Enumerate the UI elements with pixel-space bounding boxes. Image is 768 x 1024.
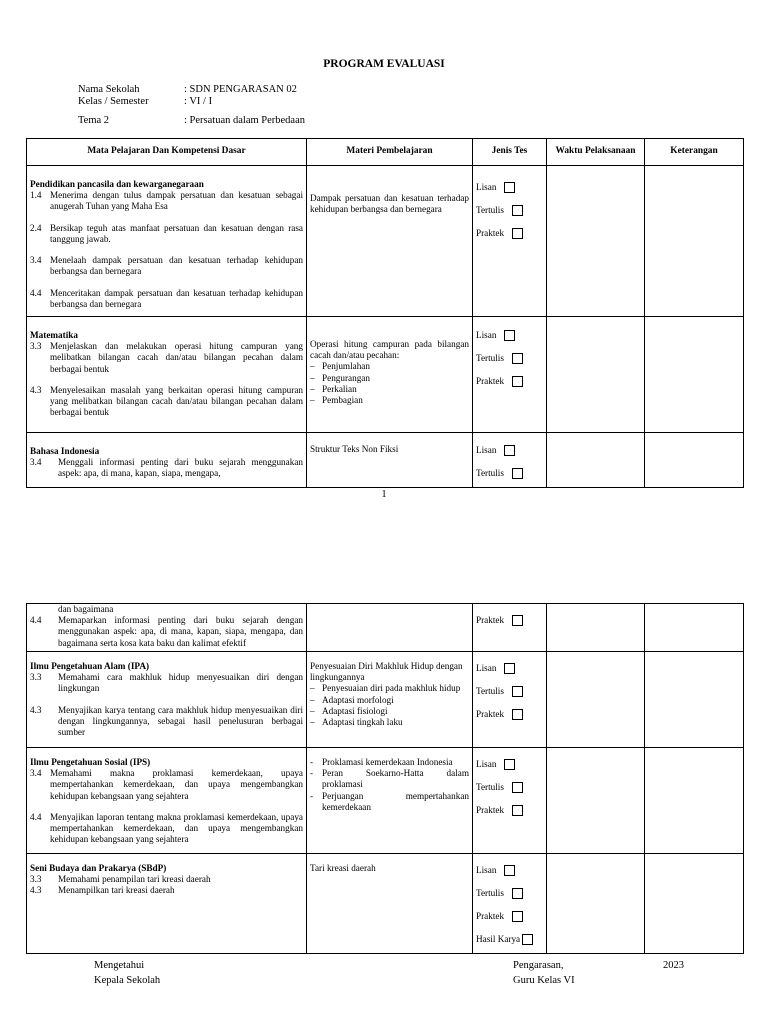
materi-cell — [307, 604, 473, 652]
materi-list-item: - Proklamasi kemerdekaan Indonesia — [310, 756, 453, 767]
kd-item: 3.4 Memahami makna proklamasi kemerdekaan, upaya mempertahankan kemerdekaan, dan upaya mengembangkan kehidupan kebangsaan yang sejahtera — [30, 768, 303, 801]
subject-title: Ilmu Pengetahuan Alam (IPA) — [30, 660, 150, 671]
jenis-tes-cell — [473, 604, 547, 652]
keterangan-cell — [645, 604, 744, 652]
materi-cell: Dampak persatuan dan kesatuan terhadap kehidupan berbangsa dan bernegara — [307, 166, 473, 317]
materi-list-item: – Pembagian — [310, 395, 363, 406]
subject-title: Seni Budaya dan Prakarya (SBdP) — [30, 862, 167, 873]
waktu-cell — [547, 433, 645, 488]
kd-item: 4.4 Menceritakan dampak persatuan dan kesatuan terhadap kehidupan berbangsa dan bernegara — [30, 287, 303, 309]
kd-item: 3.4 Menelaah dampak persatuan dan kesatuan terhadap kehidupan berbangsa dan bernegara — [30, 255, 303, 277]
kd-item: 4.4 Memaparkan informasi penting dari buku sejarah dengan menggunakan aspek: apa, di mana, kapan, siapa, mengapa, dan bagaimana serta kosa kata baku dan kalimat efektif — [30, 615, 303, 648]
materi-list-item: – Penjumlahan — [310, 361, 370, 372]
subject-title: Pendidikan pancasila dan kewarganegaraan — [30, 179, 204, 189]
materi-list-item: – Adaptasi fisiologi — [310, 705, 388, 716]
guru-kelas-label: Guru Kelas VI — [513, 975, 575, 986]
mapel-cell — [27, 317, 307, 433]
evaluation-table-page-2 — [26, 603, 744, 954]
test-label: Lisan — [476, 444, 497, 455]
praktek-checkbox[interactable] — [512, 228, 523, 239]
table-row-matematika — [27, 317, 744, 433]
test-label: Lisan — [476, 758, 497, 769]
test-label: Lisan — [476, 181, 497, 192]
header-waktu: Waktu Pelaksanaan — [547, 139, 645, 166]
kd-item: dan bagaimana — [58, 604, 114, 614]
mapel-cell — [27, 433, 307, 488]
evaluation-table-page-1 — [26, 138, 744, 488]
materi-cell: Operasi hitung campuran pada bilangan cacah dan/atau pecahan: – Penjumlahan – Pengurangan – Perkalian – Pembagian — [307, 317, 473, 433]
subject-title: Bahasa Indonesia — [30, 446, 100, 456]
keterangan-cell — [645, 317, 744, 433]
test-label: Praktek — [476, 375, 505, 386]
praktek-checkbox[interactable] — [512, 709, 523, 720]
jenis-tes-cell — [473, 433, 547, 488]
header-jenis-tes: Jenis Tes — [473, 139, 547, 166]
table-row-bahasa-indonesia — [27, 433, 744, 488]
test-label: Praktek — [476, 804, 505, 815]
jenis-tes-cell — [473, 747, 547, 853]
keterangan-cell — [645, 853, 744, 953]
year-label: 2023 — [663, 960, 684, 971]
lisan-checkbox[interactable] — [504, 330, 515, 341]
kd-item: 3.3 Menjelaskan dan melakukan operasi hitung campuran yang melibatkan bilangan cacah dan/atau bilangan pecahan dalam berbagai bentuk — [30, 341, 303, 374]
test-label: Tertulis — [476, 352, 504, 363]
materi-list-item: – Adaptasi morfologi — [310, 694, 394, 705]
waktu-cell — [547, 853, 645, 953]
materi-cell — [307, 747, 473, 853]
mapel-cell — [27, 651, 307, 747]
kd-item: 3.4 Menggali informasi penting dari buku sejarah menggunakan aspek: apa, di mana, kapan, siapa, mengapa, — [30, 457, 303, 479]
place-label: Pengarasan, — [513, 960, 564, 971]
tertulis-checkbox[interactable] — [512, 686, 523, 697]
test-label: Praktek — [476, 708, 505, 719]
table-row-ppkn — [27, 166, 744, 317]
waktu-cell — [547, 166, 645, 317]
jenis-tes-cell — [473, 317, 547, 433]
lisan-checkbox[interactable] — [504, 445, 515, 456]
keterangan-cell — [645, 166, 744, 317]
jenis-tes-cell — [473, 651, 547, 747]
tertulis-checkbox[interactable] — [512, 353, 523, 364]
document-title: PROGRAM EVALUASI — [323, 58, 445, 70]
test-label: Tertulis — [476, 685, 504, 696]
waktu-cell — [547, 317, 645, 433]
info-value: : VI / I — [184, 96, 213, 107]
materi-list-item: – Penyesuaian diri pada makhluk hidup — [310, 683, 461, 694]
materi-cell: Struktur Teks Non Fiksi — [307, 433, 473, 488]
tertulis-checkbox[interactable] — [512, 468, 523, 479]
test-label: Tertulis — [476, 781, 504, 792]
praktek-checkbox[interactable] — [512, 376, 523, 387]
test-label: Hasil Karya — [476, 933, 521, 944]
hasil-karya-checkbox[interactable] — [522, 934, 533, 945]
lisan-checkbox[interactable] — [504, 759, 515, 770]
test-label: Lisan — [476, 864, 497, 875]
praktek-checkbox[interactable] — [512, 911, 523, 922]
info-label: Kelas / Semester — [78, 96, 149, 107]
kd-item: 1.4 Menerima dengan tulus dampak persatuan dan kesatuan sebagai anugerah Tuhan yang Maha Esa — [30, 190, 303, 212]
materi-list-item: – Adaptasi tingkah laku — [310, 716, 403, 727]
praktek-checkbox[interactable] — [512, 615, 523, 626]
materi-list-item: – Pengurangan — [310, 372, 370, 383]
waktu-cell — [547, 747, 645, 853]
waktu-cell — [547, 604, 645, 652]
kd-item: 3.3 Memahami cara makhluk hidup menyesuaikan diri dengan lingkungan — [30, 672, 303, 694]
kd-item: 2.4 Bersikap teguh atas manfaat persatuan dan kesatuan dengan rasa tanggung jawab. — [30, 222, 303, 244]
keterangan-cell — [645, 747, 744, 853]
page-number: 1 — [381, 489, 387, 500]
test-label: Praktek — [476, 227, 505, 238]
info-label: Tema 2 — [78, 115, 110, 126]
kepala-sekolah-label: Kepala Sekolah — [94, 975, 161, 986]
mapel-cell — [27, 747, 307, 853]
mapel-cell — [27, 604, 307, 652]
table-row-sbdp — [27, 853, 744, 953]
test-label: Praktek — [476, 614, 505, 625]
kd-item: 3.3 Memahami penampilan tari kreasi daerah — [30, 874, 211, 885]
test-label: Praktek — [476, 910, 505, 921]
materi-list-item: – Perkalian — [310, 383, 357, 394]
table-row-ipa — [27, 651, 744, 747]
kd-item: 4.4 Menyajikan laporan tentang makna proklamasi kemerdekaan, upaya mempertahankan kemerdekaan, dan upaya mengembangkan kehidupan kebangsaan yang sejahtera — [30, 811, 303, 845]
materi-cell: Penyesuaian Diri Makhluk Hidup dengan lingkungannya – Penyesuaian diri pada makhluk hidup – Adaptasi morfologi – Adaptasi fisiologi – Adaptasi tingkah laku — [307, 651, 473, 747]
test-label: Lisan — [476, 662, 497, 673]
lisan-checkbox[interactable] — [504, 182, 515, 193]
jenis-tes-cell — [473, 853, 547, 953]
test-label: Lisan — [476, 329, 497, 340]
tertulis-checkbox[interactable] — [512, 205, 523, 216]
header-mapel: Mata Pelajaran Dan Kompetensi Dasar — [27, 139, 307, 166]
kd-item: 4.3 Menyajikan karya tentang cara makhluk hidup menyesuaikan diri dengan lingkungannya, sebagai hasil penelusuran berbagai sumber — [30, 704, 303, 737]
mapel-cell — [27, 166, 307, 317]
kd-item: 4.3 Menampilkan tari kreasi daerah — [30, 885, 175, 896]
info-value: : SDN PENGARASAN 02 — [184, 84, 297, 95]
test-label: Tertulis — [476, 467, 504, 478]
table-header-row — [27, 139, 744, 166]
materi-cell: Tari kreasi daerah — [307, 853, 473, 953]
test-label: Tertulis — [476, 204, 504, 215]
jenis-tes-cell — [473, 166, 547, 317]
materi-list-item: - Peran Soekarno-Hatta dalam proklamasi — [310, 768, 469, 790]
info-label: Nama Sekolah — [78, 84, 140, 95]
waktu-cell — [547, 651, 645, 747]
test-label: Tertulis — [476, 887, 504, 898]
subject-title: Ilmu Pengetahuan Sosial (IPS) — [30, 756, 151, 767]
info-value: : Persatuan dalam Perbedaan — [184, 115, 305, 126]
header-keterangan: Keterangan — [645, 139, 744, 166]
lisan-checkbox[interactable] — [504, 865, 515, 876]
tertulis-checkbox[interactable] — [512, 888, 523, 899]
header-materi: Materi Pembelajaran — [307, 139, 473, 166]
tertulis-checkbox[interactable] — [512, 782, 523, 793]
keterangan-cell — [645, 433, 744, 488]
kd-item: 4.3 Menyelesaikan masalah yang berkaitan operasi hitung campuran yang melibatkan bilangan cacah dan/atau bilangan pecahan dalam berbagai bentuk — [30, 384, 303, 418]
mengetahui-label: Mengetahui — [94, 960, 145, 971]
table-row-bahasa-indonesia-cont — [27, 604, 744, 652]
praktek-checkbox[interactable] — [512, 805, 523, 816]
keterangan-cell — [645, 651, 744, 747]
materi-list-item: - Perjuangan mempertahankan kemerdekaan — [310, 790, 469, 812]
lisan-checkbox[interactable] — [504, 663, 515, 674]
subject-title: Matematika — [30, 330, 78, 340]
mapel-cell — [27, 853, 307, 953]
table-row-ips — [27, 747, 744, 853]
